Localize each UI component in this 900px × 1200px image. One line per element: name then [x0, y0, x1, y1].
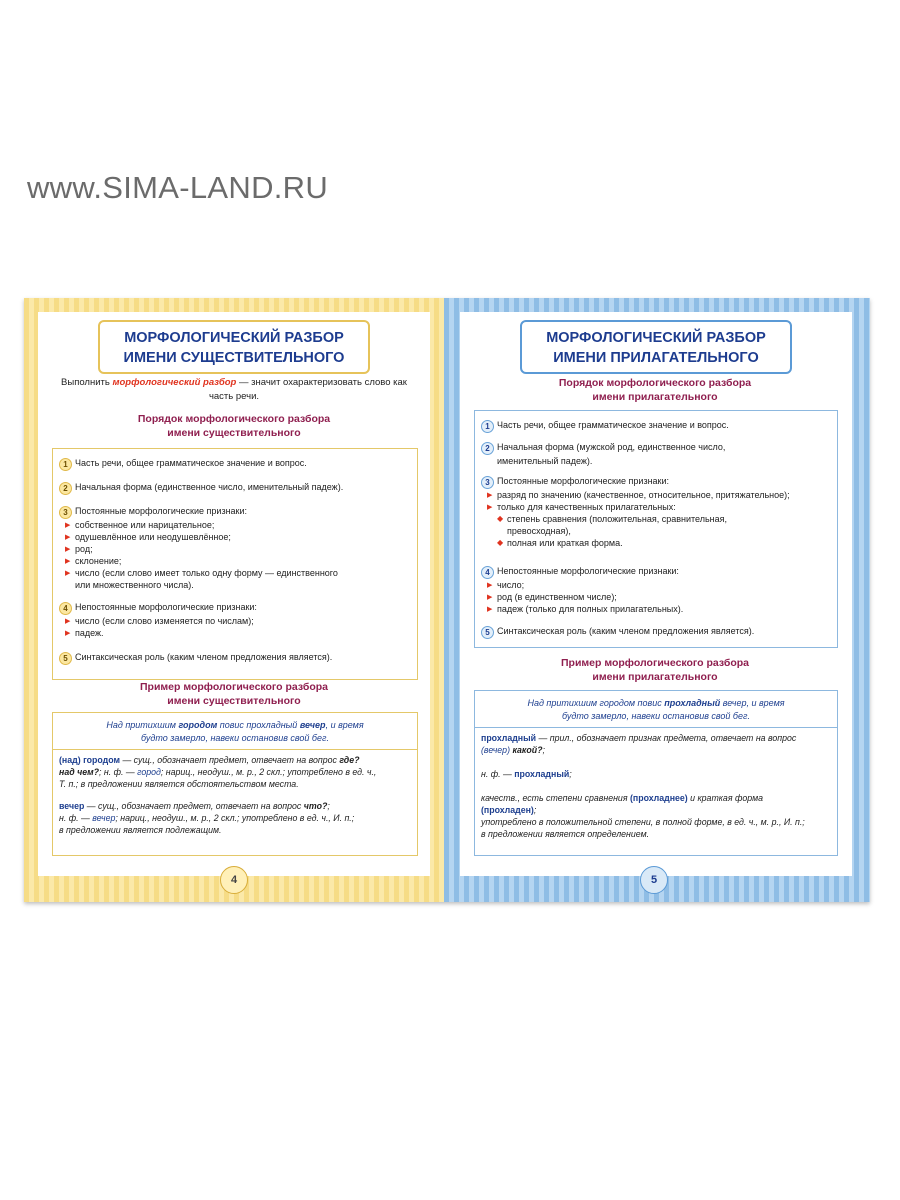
step-number: 4	[481, 566, 494, 579]
intro-post: — значит охарактеризовать слово как часть речи.	[208, 377, 407, 402]
right-title-line1: МОРФОЛОГИЧЕСКИЙ РАЗБОР	[546, 330, 766, 346]
left-order-title-1: Порядок морфологического разбора	[137, 413, 331, 425]
list-item-text: число (если слово имеет только одну форму — единственного	[75, 568, 338, 578]
step-number: 1	[59, 458, 72, 471]
left-step-1	[59, 457, 307, 471]
sentence-part: вечер, и время	[720, 698, 785, 708]
intro-text	[60, 376, 408, 404]
page-number: 5	[640, 866, 668, 894]
list-item	[59, 519, 338, 531]
analysis-text: и краткая форма	[687, 793, 764, 803]
right-step-5	[481, 625, 754, 639]
analysis-text: ;	[569, 769, 572, 779]
list-item	[481, 501, 790, 513]
list-item-continuation: или множественного числа).	[75, 580, 194, 590]
left-title-line2: ИМЕНИ СУЩЕСТВИТЕЛЬНОГО	[123, 350, 345, 366]
bullet-triangle-icon: ▶	[65, 522, 71, 529]
sentence-part: Над притихшим	[106, 720, 179, 730]
left-title-box	[98, 320, 370, 374]
step-text: Синтаксическая роль (каким членом предложения является).	[75, 652, 333, 662]
right-step-2	[481, 441, 725, 467]
analysis-text: — сущ., обозначает предмет, отвечает на вопрос	[84, 801, 304, 811]
list-item-text: степень сравнения (положительная, сравнительная,	[507, 514, 728, 524]
step-number: 5	[59, 652, 72, 665]
bullet-diamond-icon: ◆	[497, 514, 504, 523]
right-title-box	[520, 320, 792, 374]
left-example-title	[60, 680, 408, 708]
step-text: Постоянные морфологические признаки:	[497, 476, 670, 486]
list-item	[481, 591, 683, 603]
analysis-text: — сущ., обозначает предмет, отвечает на вопрос	[120, 755, 340, 765]
step-number: 2	[59, 482, 72, 495]
intro-keyword: морфологический разбор	[112, 377, 237, 388]
step-text: Часть речи, общее грамматическое значение и вопрос.	[75, 458, 307, 468]
left-step-2	[59, 481, 343, 495]
analysis-short-form: (прохладен)	[481, 805, 534, 815]
step-number: 3	[59, 506, 72, 519]
analysis-word: (над) городом	[59, 755, 120, 765]
step-number: 1	[481, 420, 494, 433]
analysis-word: вечер	[59, 801, 85, 811]
analysis-text: ; н. ф. —	[99, 767, 138, 777]
left-order-title-2: имени существительного	[167, 427, 301, 439]
list-item	[59, 567, 338, 579]
list-item-text: разряд по значению (качественное, относительное, притяжательное);	[497, 490, 790, 500]
list-item	[59, 615, 257, 627]
right-order-title-2: имени прилагательного	[592, 391, 718, 403]
list-item	[481, 579, 683, 591]
left-page-content	[38, 312, 430, 876]
left-example-analysis-2	[53, 794, 417, 840]
step-number: 4	[59, 602, 72, 615]
left-page	[24, 298, 444, 902]
list-item-text: род (в единственном числе);	[497, 592, 617, 602]
sentence-part: повис прохладный	[217, 720, 300, 730]
analysis-initial-form: прохладный	[514, 769, 570, 779]
step-text: Непостоянные морфологические признаки:	[497, 566, 679, 576]
right-example-title-1: Пример морфологического разбора	[560, 657, 749, 669]
step-text: Непостоянные морфологические признаки:	[75, 602, 257, 612]
bullet-triangle-icon: ▶	[487, 594, 493, 601]
analysis-text: н. ф. —	[59, 813, 93, 823]
list-item-text: число (если слово изменяется по числам);	[75, 616, 254, 626]
right-example-title-2: имени прилагательного	[592, 671, 718, 683]
list-item-text: падеж.	[75, 628, 104, 638]
bullet-triangle-icon: ▶	[65, 534, 71, 541]
analysis-question: какой?	[510, 745, 543, 755]
right-page-content	[460, 312, 852, 876]
sentence-part: будто замерло, навеки остановив свой бег.	[141, 733, 329, 743]
analysis-text: употреблено в положительной степени, в полной форме, в ед. ч., м. р., И. п.;	[481, 817, 805, 827]
step-number: 2	[481, 442, 494, 455]
sub-list-item-continuation: превосходная),	[507, 526, 571, 536]
bullet-triangle-icon: ▶	[65, 546, 71, 553]
analysis-text: в предложении является подлежащим.	[59, 825, 222, 835]
left-example-analysis-1	[53, 750, 417, 794]
right-step-3	[481, 475, 790, 549]
list-item-text: число;	[497, 580, 525, 590]
sentence-part: будто замерло, навеки остановив свой бег.	[562, 711, 750, 721]
right-steps-box	[474, 410, 838, 648]
bullet-triangle-icon: ▶	[65, 630, 71, 637]
right-example-analysis	[475, 728, 837, 844]
list-item-text: род;	[75, 544, 93, 554]
book-spread	[24, 298, 870, 902]
analysis-question: над чем?	[59, 767, 99, 777]
left-title-line1: МОРФОЛОГИЧЕСКИЙ РАЗБОР	[124, 330, 344, 346]
step-number: 5	[481, 626, 494, 639]
analysis-text: — прил., обозначает признак предмета, отвечает на вопрос	[536, 733, 797, 743]
bullet-triangle-icon: ▶	[65, 618, 71, 625]
sentence-keyword: прохладный	[664, 698, 721, 708]
analysis-initial-form: вечер	[92, 813, 116, 823]
list-item	[59, 543, 338, 555]
list-item	[59, 555, 338, 567]
step-continuation: именительный падеж).	[497, 456, 593, 466]
right-example-title	[480, 656, 830, 684]
analysis-text: ;	[542, 745, 545, 755]
sub-list-item	[481, 537, 790, 549]
analysis-word: прохладный	[481, 733, 537, 743]
analysis-text: в предложении является определением.	[481, 829, 650, 839]
bullet-triangle-icon: ▶	[487, 606, 493, 613]
step-text: Синтаксическая роль (каким членом предложения является).	[497, 626, 755, 636]
analysis-text: ;	[327, 801, 330, 811]
left-order-title	[60, 412, 408, 440]
analysis-text: ;	[533, 805, 537, 815]
sentence-keyword: городом	[178, 720, 218, 730]
list-item-text: склонение;	[75, 556, 122, 566]
analysis-text: качеств., есть степени сравнения	[481, 793, 630, 803]
analysis-question: что?	[303, 801, 328, 811]
right-example-box	[474, 690, 838, 856]
analysis-comparative: (прохладнее)	[629, 793, 688, 803]
left-example-title-1: Пример морфологического разбора	[139, 681, 328, 693]
right-page	[444, 298, 870, 902]
list-item-text: только для качественных прилагательных:	[497, 502, 676, 512]
left-example-box	[52, 712, 418, 856]
analysis-text: ; нариц., неодуш., м. р., 2 скл.; употреблено в ед. ч., И. п.;	[115, 813, 355, 823]
bullet-triangle-icon: ▶	[65, 570, 71, 577]
analysis-question: где?	[339, 755, 360, 765]
left-example-sentence	[53, 713, 417, 749]
step-text: Постоянные морфологические признаки:	[75, 506, 248, 516]
list-item	[481, 603, 683, 615]
analysis-initial-form: город	[137, 767, 161, 777]
bullet-triangle-icon: ▶	[487, 492, 493, 499]
list-item-text: полная или краткая форма.	[507, 538, 623, 548]
page-number: 4	[220, 866, 248, 894]
step-text: Начальная форма (единственное число, именительный падеж).	[75, 482, 344, 492]
list-item-text: одушевлённое или неодушевлённое;	[75, 532, 231, 542]
right-step-4	[481, 565, 683, 615]
bullet-triangle-icon: ▶	[65, 558, 71, 565]
left-step-3	[59, 505, 338, 591]
left-step-5	[59, 651, 332, 665]
list-item-text: собственное или нарицательное;	[75, 520, 215, 530]
bullet-triangle-icon: ▶	[487, 504, 493, 511]
list-item	[59, 627, 257, 639]
sentence-part: Над притихшим городом повис	[527, 698, 665, 708]
analysis-text: ; нариц., неодуш., м. р., 2 скл.; употреблено в ед. ч.,	[160, 767, 377, 777]
left-steps-box	[52, 448, 418, 680]
right-title-line2: ИМЕНИ ПРИЛАГАТЕЛЬНОГО	[553, 350, 759, 366]
watermark-text: www.SIMA-LAND.RU	[27, 170, 329, 205]
sub-list-item	[481, 513, 790, 525]
bullet-diamond-icon: ◆	[497, 538, 504, 547]
analysis-noun: (вечер)	[481, 745, 510, 755]
intro-pre: Выполнить	[61, 377, 113, 388]
sentence-keyword: вечер	[299, 720, 326, 730]
right-order-title	[480, 376, 830, 404]
sentence-part: , и время	[325, 720, 364, 730]
right-example-sentence	[475, 691, 837, 727]
bullet-triangle-icon: ▶	[487, 582, 493, 589]
step-number: 3	[481, 476, 494, 489]
right-order-title-1: Порядок морфологического разбора	[558, 377, 752, 389]
left-step-4	[59, 601, 257, 639]
analysis-text: н. ф. —	[481, 769, 515, 779]
step-text: Начальная форма (мужской род, единственное число,	[497, 442, 726, 452]
right-step-1	[481, 419, 729, 433]
list-item	[59, 531, 338, 543]
list-item	[481, 489, 790, 501]
step-text: Часть речи, общее грамматическое значение и вопрос.	[497, 420, 729, 430]
left-example-title-2: имени существительного	[167, 695, 301, 707]
analysis-text: Т. п.; в предложении является обстоятельством места.	[59, 779, 299, 789]
list-item-text: падеж (только для полных прилагательных).	[497, 604, 684, 614]
